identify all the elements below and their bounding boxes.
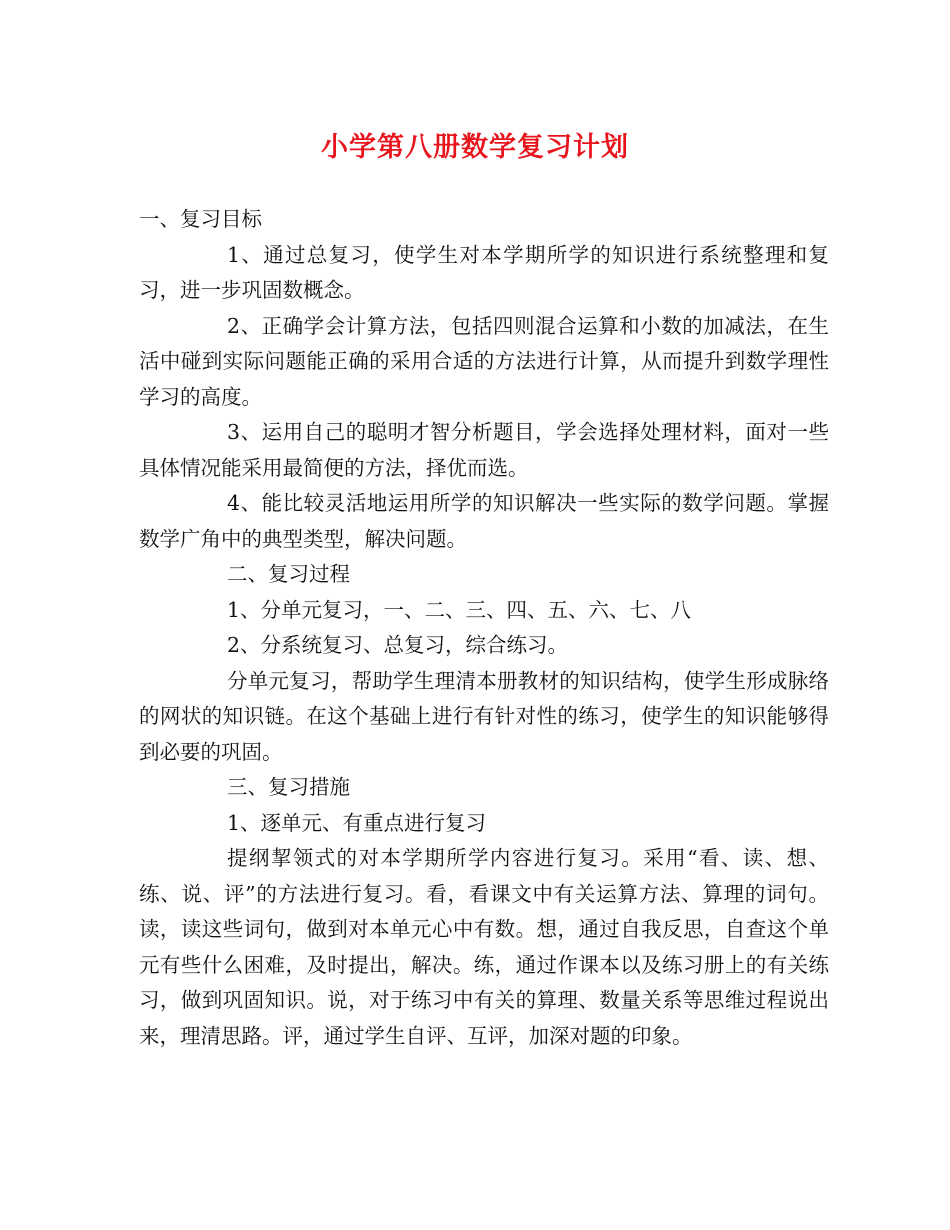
measures-item-1: 1、逐单元、有重点进行复习	[227, 810, 487, 835]
section-heading-review-measures: 三、复习措施	[227, 775, 350, 799]
goal-paragraph-1: 1、通过总复习，使学生对本学期所学的知识进行系统整理和复习，进一步巩固数概念。	[139, 242, 829, 302]
document-body	[139, 202, 829, 1054]
process-item-1: 1、分单元复习，一、二、三、四、五、六、七、八	[227, 597, 692, 622]
goal-paragraph-4: 4、能比较灵活地运用所学的知识解决一些实际的数学问题。掌握数学广角中的典型类型，解决问题。	[139, 491, 829, 551]
goal-paragraph-2: 2、正确学会计算方法，包括四则混合运算和小数的加减法，在生活中碰到实际问题能正确的采用合适的方法进行计算，从而提升到数学理性学习的高度。	[139, 313, 829, 409]
process-item-2: 2、分系统复习、总复习，综合练习。	[227, 633, 569, 657]
goal-paragraph-3: 3、运用自己的聪明才智分析题目，学会选择处理材料，面对一些具体情况能采用最简便的方法，择优而选。	[139, 420, 829, 480]
section-heading-review-goals: 一、复习目标	[139, 207, 262, 231]
measures-paragraph: 提纲挈领式的对本学期所学内容进行复习。采用“看、读、想、练、说、评”的方法进行复习。看，看课文中有关运算方法、算理的词句。读，读这些词句，做到对本单元心中有数。想，通过自我反思，自查这个单元有些什么困难，及时提出，解决。练，通过作课本以及练习册上的有关练习，做到巩固知识。说，对于练习中有关的算理、数量关系等思维过程说出来，理清思路。评，通过学生自评、互评，加深对题的印象。	[139, 846, 829, 1048]
section-heading-review-process: 二、复习过程	[227, 562, 350, 586]
process-paragraph: 分单元复习，帮助学生理清本册教材的知识结构，使学生形成脉络的网状的知识链。在这个基础上进行有针对性的练习，使学生的知识能够得到必要的巩固。	[139, 668, 829, 764]
document-title: 小学第八册数学复习计划	[321, 132, 629, 163]
